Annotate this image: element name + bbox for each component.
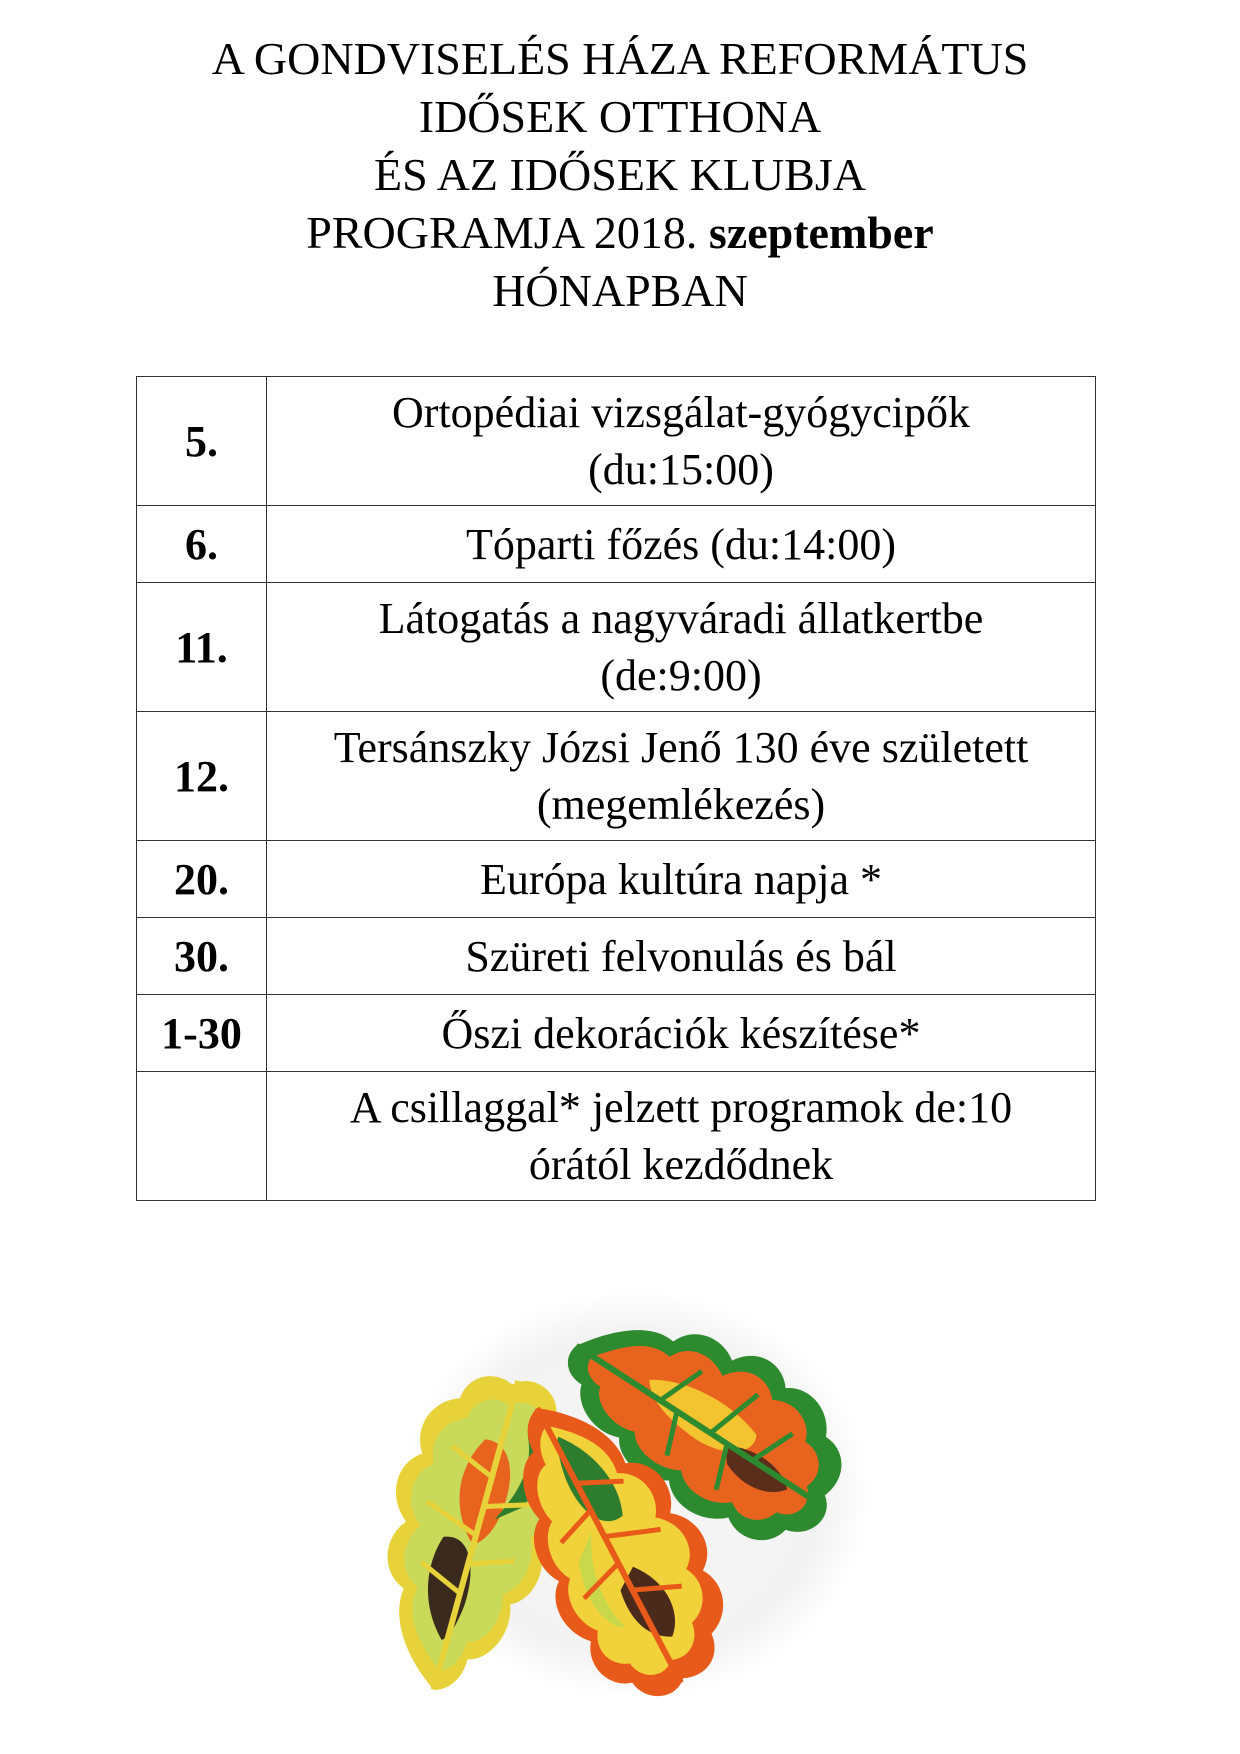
title-line-5: HÓNAPBAN xyxy=(492,265,748,316)
program-row xyxy=(137,841,1096,918)
program-day: 20. xyxy=(137,841,267,918)
program-note xyxy=(267,1072,1096,1201)
program-row xyxy=(137,918,1096,995)
program-day: 11. xyxy=(137,583,267,712)
program-description xyxy=(267,712,1096,841)
program-description: Tóparti főzés (du:14:00) xyxy=(267,506,1096,583)
program-note-line: A csillaggal* jelzett programok de:10 xyxy=(349,1083,1013,1132)
program-description xyxy=(267,583,1096,712)
program-day: 6. xyxy=(137,506,267,583)
title-month: szeptember xyxy=(708,207,934,258)
program-day: 5. xyxy=(137,377,267,506)
program-description-line: Látogatás a nagyváradi állatkertbe xyxy=(378,594,984,643)
title-line-1: A GONDVISELÉS HÁZA REFORMÁTUS xyxy=(211,33,1029,84)
program-day: 12. xyxy=(137,712,267,841)
leaves-svg xyxy=(380,1270,880,1710)
program-row xyxy=(137,712,1096,841)
title-line-2: IDŐSEK OTTHONA xyxy=(418,91,822,142)
program-description xyxy=(267,377,1096,506)
program-row xyxy=(137,583,1096,712)
program-note-line: órától kezdődnek xyxy=(528,1140,834,1189)
program-row xyxy=(137,506,1096,583)
program-description: Szüreti felvonulás és bál xyxy=(267,918,1096,995)
program-description-line: Tersánszky Józsi Jenő 130 éve született xyxy=(333,723,1029,772)
program-row xyxy=(137,1072,1096,1201)
title-line-4 xyxy=(0,204,1240,262)
program-row xyxy=(137,995,1096,1072)
program-description-line: (megemlékezés) xyxy=(536,780,826,829)
program-description: Őszi dekorációk készítése* xyxy=(267,995,1096,1072)
program-description: Európa kultúra napja * xyxy=(267,841,1096,918)
document-title xyxy=(0,30,1240,320)
program-day: 30. xyxy=(137,918,267,995)
title-year: PROGRAMJA 2018. xyxy=(306,207,698,258)
program-day xyxy=(137,1072,267,1201)
title-line-3: ÉS AZ IDŐSEK KLUBJA xyxy=(374,149,866,200)
program-description-line: (du:15:00) xyxy=(588,445,774,494)
program-table xyxy=(136,376,1096,1201)
program-description-line: Ortopédiai vizsgálat-gyógycipők xyxy=(392,388,970,437)
program-day: 1-30 xyxy=(137,995,267,1072)
program-description-line: (de:9:00) xyxy=(600,651,762,700)
program-row xyxy=(137,377,1096,506)
autumn-leaves-illustration xyxy=(380,1270,880,1710)
